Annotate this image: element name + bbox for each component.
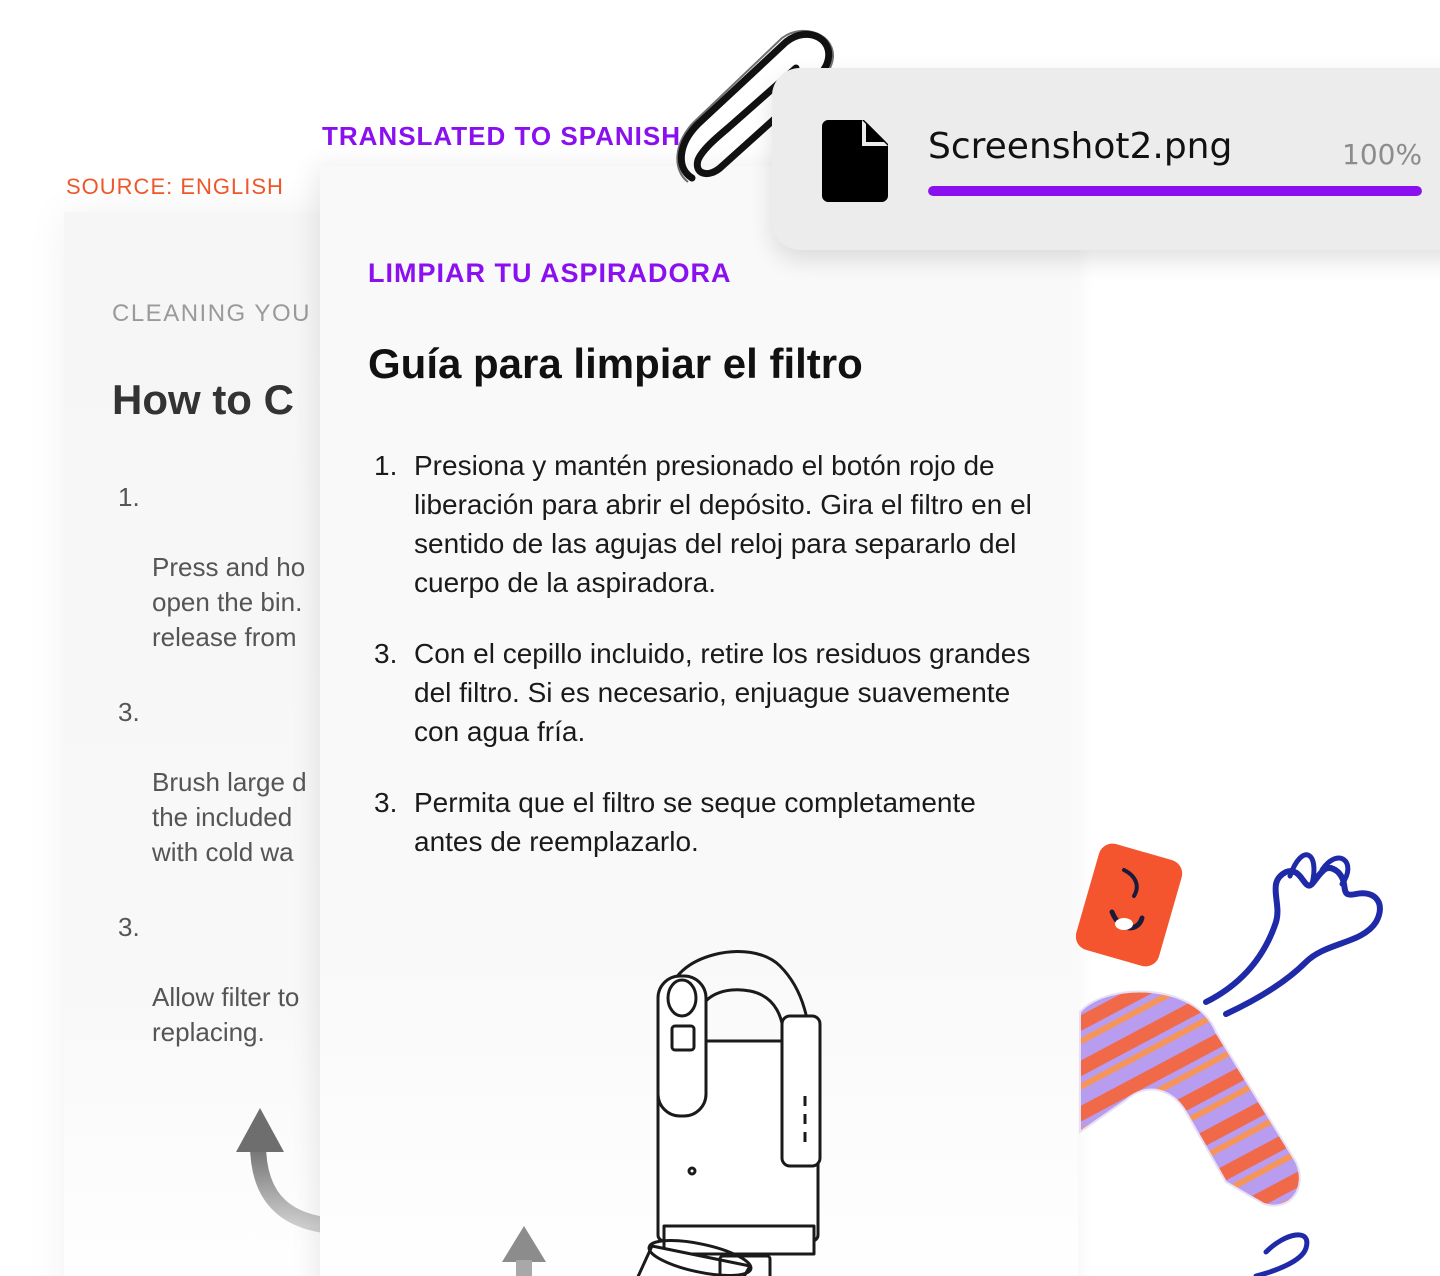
source-title: How to C <box>112 376 294 423</box>
up-arrow-icon <box>496 1222 552 1276</box>
target-step <box>374 446 1034 602</box>
source-language-label: SOURCE: ENGLISH <box>66 174 284 199</box>
target-steps-list <box>374 446 1034 893</box>
target-step-text: Presiona y mantén presionado el botón rojo de liberación para abrir el depósito. Gira el filtro en el sentido de las agujas del reloj para separarlo del cuerpo de la aspiradora. <box>414 450 1032 598</box>
mascot-illustration <box>1076 832 1440 1276</box>
target-step-number: 3. <box>374 787 398 818</box>
target-language-label: TRANSLATED TO SPANISH <box>322 121 682 151</box>
source-step-text: Brush large d the included with cold wa <box>152 767 307 867</box>
target-step-number: 1. <box>374 450 398 481</box>
source-step-number: 1. <box>118 482 140 512</box>
target-step <box>374 634 1034 751</box>
target-kicker: LIMPIAR TU ASPIRADORA <box>368 258 732 288</box>
file-name: Screenshot2.png <box>928 126 1233 167</box>
file-icon <box>822 120 888 202</box>
upload-percent: 100% <box>1342 138 1423 171</box>
source-step-number: 3. <box>118 697 140 727</box>
upload-progress-fill <box>928 186 1422 196</box>
translated-document-card <box>320 166 1078 1276</box>
source-step-number: 3. <box>118 912 140 942</box>
file-upload-panel <box>772 68 1440 250</box>
target-step-number: 3. <box>374 638 398 669</box>
vacuum-illustration <box>600 936 920 1276</box>
source-kicker: CLEANING YOU <box>112 300 311 327</box>
source-step-text: Press and ho open the bin. release from <box>152 552 306 652</box>
target-step <box>374 783 1034 861</box>
target-step-text: Permita que el filtro se seque completamente antes de reemplazarlo. <box>414 787 976 857</box>
source-step-text: Allow filter to replacing. <box>152 982 300 1047</box>
target-step-text: Con el cepillo incluido, retire los residuos grandes del filtro. Si es necesario, enjuague suavemente con agua fría. <box>414 638 1031 747</box>
target-title: Guía para limpiar el filtro <box>368 340 863 387</box>
upload-progress-bar <box>928 186 1422 196</box>
